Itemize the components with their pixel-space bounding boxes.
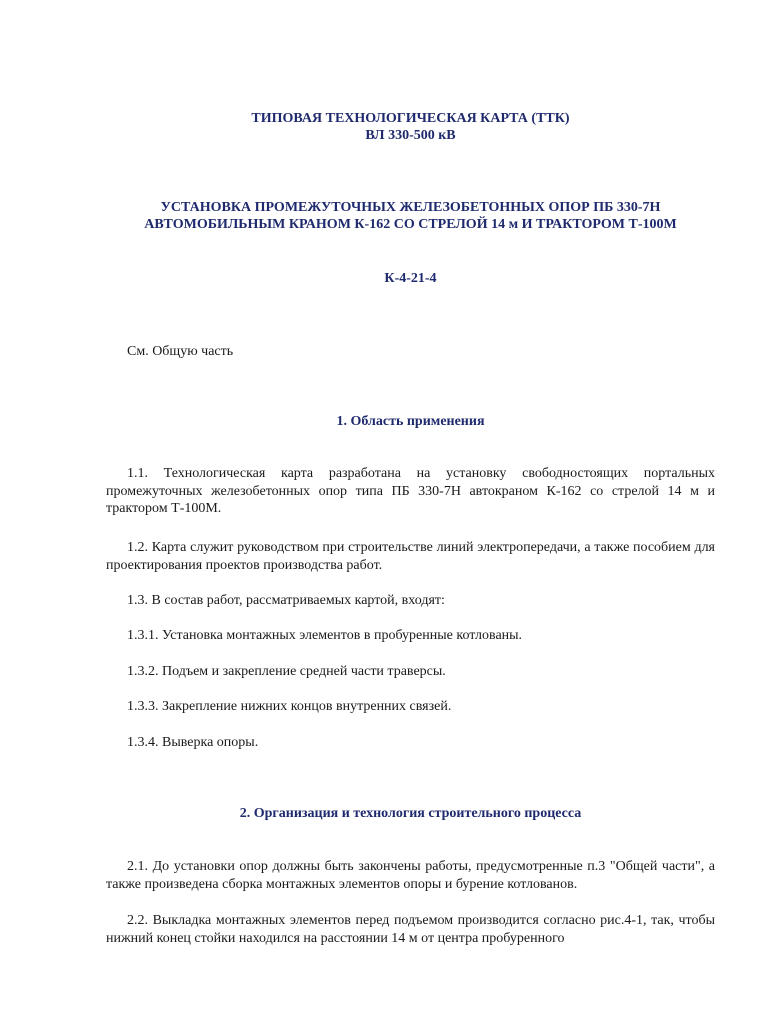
- subtitle-line-1: УСТАНОВКА ПРОМЕЖУТОЧНЫХ ЖЕЛЕЗОБЕТОННЫХ ОПОР ПБ 330-7Н: [160, 200, 661, 215]
- document-subtitle: [106, 199, 715, 233]
- paragraph-1-3-1: 1.3.1. Установка монтажных элементов в пробуренные котлованы.: [127, 628, 523, 643]
- paragraph-1-3-3: 1.3.3. Закрепление нижних концов внутренних связей.: [127, 699, 452, 714]
- general-part-note: См. Общую часть: [127, 344, 234, 359]
- subtitle-line-2: АВТОМОБИЛЬНЫМ КРАНОМ К-162 СО СТРЕЛОЙ 14 м И ТРАКТОРОМ Т-100М: [144, 217, 677, 232]
- paragraph-1-1: 1.1. Технологическая карта разработана на установку свободностоящих портальных промежуточных железобетонных опор типа ПБ 330-7Н автокраном К-162 со стрелой 14 м и трактором Т-100М.: [106, 466, 715, 516]
- document-code-text: К-4-21-4: [384, 271, 437, 286]
- paragraph-1-3-4: 1.3.4. Выверка опоры.: [127, 735, 259, 750]
- section-1-heading: 1. Область применения: [336, 414, 485, 429]
- document-title: [106, 110, 715, 144]
- paragraph-2-2: 2.2. Выкладка монтажных элементов перед подъемом производится согласно рис.4-1, так, чтобы нижний конец стойки находился на расстоянии 14 м от центра пробуренного: [106, 913, 715, 946]
- title-line-1: ТИПОВАЯ ТЕХНОЛОГИЧЕСКАЯ КАРТА (ТТК): [251, 111, 570, 126]
- paragraph-1-2: 1.2. Карта служит руководством при строительстве линий электропередачи, а также пособием для проектирования проектов производства работ.: [106, 540, 715, 573]
- paragraph-1-3: 1.3. В состав работ, рассматриваемых картой, входят:: [127, 593, 445, 608]
- document-code: [106, 270, 715, 287]
- section-2-heading: 2. Организация и технология строительного процесса: [239, 806, 582, 821]
- paragraph-1-3-2: 1.3.2. Подъем и закрепление средней части траверсы.: [127, 664, 446, 679]
- title-line-2: ВЛ 330-500 кВ: [365, 128, 456, 143]
- paragraph-2-1: 2.1. До установки опор должны быть закончены работы, предусмотренные п.3 "Общей части", а также произведена сборка монтажных элементов опоры и бурение котлованов.: [106, 859, 715, 892]
